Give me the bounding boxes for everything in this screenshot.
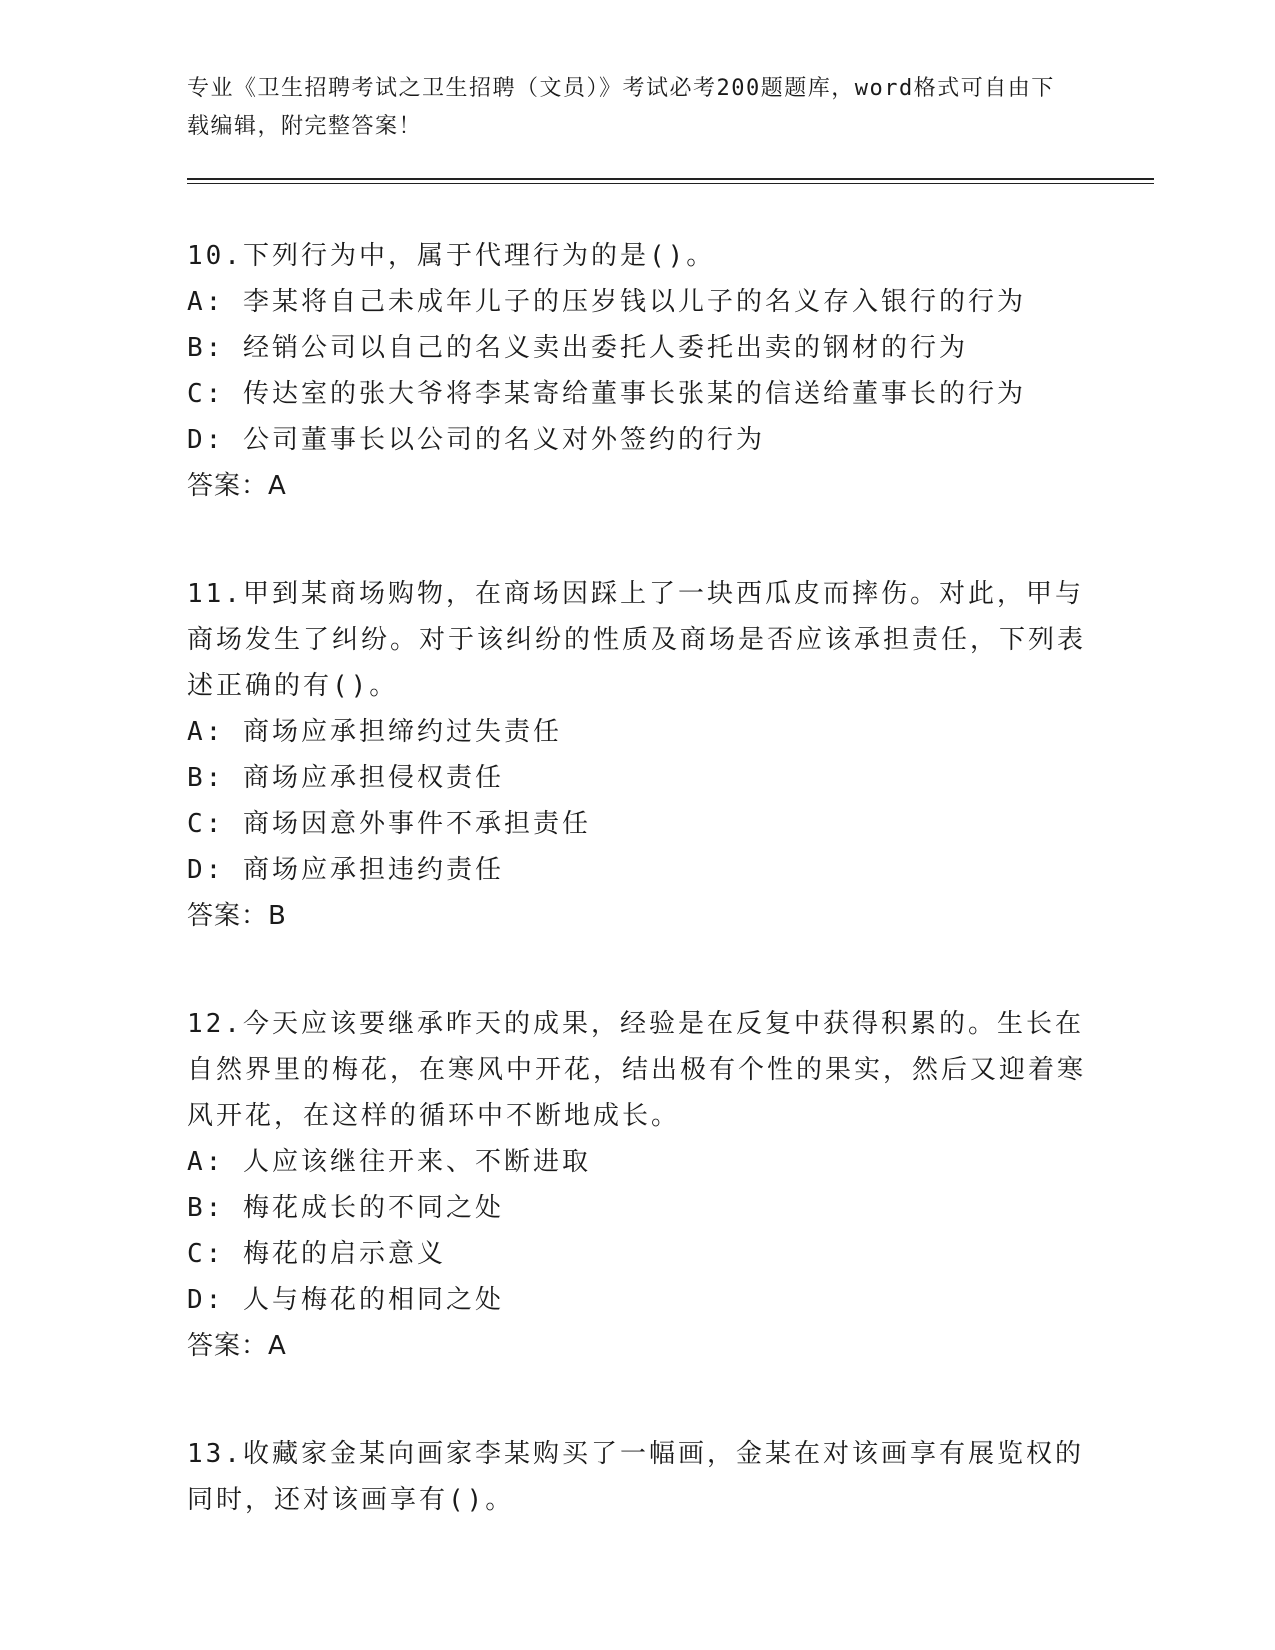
option-c: C: 梅花的启示意义 (187, 1239, 446, 1269)
question-list (187, 233, 1107, 1585)
option-d: D: 商场应承担违约责任 (187, 855, 504, 885)
question-stem: 13.收藏家金某向画家李某购买了一幅画，金某在对该画享有展览权的同时，还对该画享有()。 (187, 1439, 1084, 1515)
answer-line: 答案：A (187, 1331, 287, 1361)
question-12 (187, 1001, 1107, 1369)
option-b: B: 梅花成长的不同之处 (187, 1193, 504, 1223)
answer-line: 答案：A (187, 471, 287, 501)
option-d: D: 公司董事长以公司的名义对外签约的行为 (187, 425, 765, 455)
question-13 (187, 1431, 1107, 1523)
question-stem: 10.下列行为中，属于代理行为的是()。 (187, 241, 716, 271)
option-d: D: 人与梅花的相同之处 (187, 1285, 504, 1315)
option-c: C: 商场因意外事件不承担责任 (187, 809, 591, 839)
option-a: A: 商场应承担缔约过失责任 (187, 717, 562, 747)
option-b: B: 商场应承担侵权责任 (187, 763, 504, 793)
option-a: A: 李某将自己未成年儿子的压岁钱以儿子的名义存入银行的行为 (187, 287, 1026, 317)
option-c: C: 传达室的张大爷将李某寄给董事长张某的信送给董事长的行为 (187, 379, 1026, 409)
option-b: B: 经销公司以自己的名义卖出委托人委托出卖的钢材的行为 (187, 333, 968, 363)
answer-line: 答案：B (187, 901, 287, 931)
question-10 (187, 233, 1107, 509)
header-divider (187, 178, 1154, 184)
document-header: 专业《卫生招聘考试之卫生招聘（文员）》考试必考200题题库，word格式可自由下载编辑，附完整答案！ (187, 76, 1055, 139)
question-stem: 12.今天应该要继承昨天的成果，经验是在反复中获得积累的。生长在自然界里的梅花，在寒风中开花，结出极有个性的果实，然后又迎着寒风开花，在这样的循环中不断地成长。 (187, 1009, 1087, 1131)
question-stem: 11.甲到某商场购物，在商场因踩上了一块西瓜皮而摔伤。对此，甲与商场发生了纠纷。对于该纠纷的性质及商场是否应该承担责任，下列表述正确的有()。 (187, 579, 1087, 701)
question-11 (187, 571, 1107, 939)
option-a: A: 人应该继往开来、不断进取 (187, 1147, 591, 1177)
